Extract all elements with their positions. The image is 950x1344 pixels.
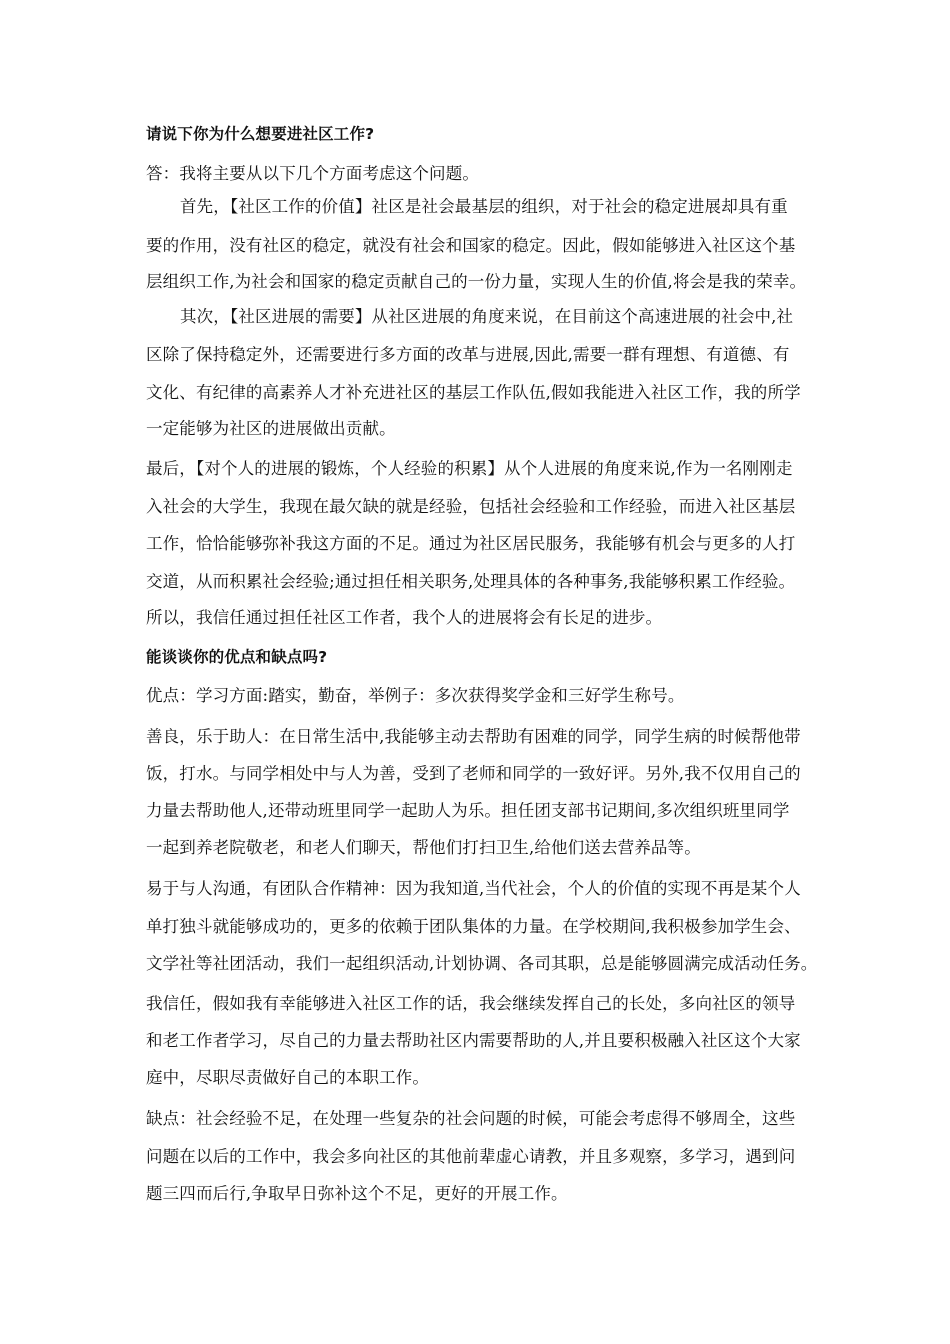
- paragraph-line: 问题在以后的工作中，我会多向社区的其他前辈虚心请教，并且多观察，多学习，遇到问: [146, 1147, 796, 1166]
- paragraph-line: 要的作用，没有社区的稳定，就没有社会和国家的稳定。因此，假如能够进入社区这个基: [146, 236, 796, 255]
- paragraph-line: 一定能够为社区的进展做出贡献。: [146, 419, 396, 438]
- paragraph-line: 其次，【社区进展的需要】从社区进展的角度来说，在目前这个高速进展的社会中,社: [180, 307, 794, 326]
- paragraph-line: 最后，【对个人的进展的锻炼，个人经验的积累】从个人进展的角度来说,作为一名刚刚走: [146, 459, 793, 478]
- paragraph-line: 易于与人沟通，有团队合作精神：因为我知道,当代社会，个人的价值的实现不再是某个人: [146, 879, 801, 898]
- question-heading-why-community: 请说下你为什么想要进社区工作?: [146, 125, 375, 143]
- paragraph-line: 入社会的大学生，我现在最欠缺的就是经验，包括社会经验和工作经验，而进入社区基层: [146, 497, 796, 516]
- paragraph-line: 缺点：社会经验不足，在处理一些复杂的社会问题的时候，可能会考虑得不够周全，这些: [146, 1109, 796, 1128]
- paragraph-line: 优点：学习方面:踏实，勤奋，举例子：多次获得奖学金和三好学生称号。: [146, 686, 685, 705]
- paragraph-line: 层组织工作,为社会和国家的稳定贡献自己的一份力量，实现人生的价值,将会是我的荣幸。: [146, 272, 807, 291]
- question-heading-strengths-weaknesses: 能谈谈你的优点和缺点吗?: [146, 648, 328, 666]
- paragraph-line: 首先，【社区工作的价值】社区是社会最基层的组织，对于社会的稳定进展却具有重: [180, 197, 788, 216]
- paragraph-line: 善良，乐于助人：在日常生活中,我能够主动去帮助有困难的同学，同学生病的时候帮他带: [146, 727, 801, 746]
- paragraph-line: 饭，打水。与同学相处中与人为善，受到了老师和同学的一致好评。另外,我不仅用自己的: [146, 764, 801, 783]
- answer-intro: 答：我将主要从以下几个方面考虑这个问题。: [146, 164, 479, 183]
- paragraph-line: 区除了保持稳定外，还需要进行多方面的改革与进展,因此,需要一群有理想、有道德、有: [146, 345, 790, 364]
- paragraph-line: 力量去帮助他人,还带动班里同学一起助人为乐。担任团支部书记期间,多次组织班里同学: [146, 801, 790, 820]
- paragraph-line: 题三四而后行,争取早日弥补这个不足，更好的开展工作。: [146, 1184, 568, 1203]
- paragraph-line: 和老工作者学习，尽自己的力量去帮助社区内需要帮助的人,并且要积极融入社区这个大家: [146, 1031, 801, 1050]
- paragraph-line: 一起到养老院敬老，和老人们聊天，帮他们打扫卫生,给他们送去营养品等。: [146, 838, 701, 857]
- paragraph-line: 文学社等社团活动，我们一起组织活动,计划协调、各司其职，总是能够圆满完成活动任务。: [146, 954, 818, 973]
- paragraph-line: 交道，从而积累社会经验;通过担任相关职务,处理具体的各种事务,我能够积累工作经验。: [146, 572, 796, 591]
- paragraph-line: 我信任，假如我有幸能够进入社区工作的话，我会继续发挥自己的长处，多向社区的领导: [146, 994, 796, 1013]
- paragraph-line: 庭中，尽职尽责做好自己的本职工作。: [146, 1068, 430, 1087]
- paragraph-line: 文化、有纪律的高素养人才补充进社区的基层工作队伍,假如我能进入社区工作，我的所学: [146, 383, 801, 402]
- paragraph-line: 所以，我信任通过担任社区工作者，我个人的进展将会有长足的进步。: [146, 608, 663, 627]
- paragraph-line: 单打独斗就能够成功的，更多的依赖于团队集体的力量。在学校期间,我积极参加学生会、: [146, 917, 801, 936]
- paragraph-line: 工作，恰恰能够弥补我这方面的不足。通过为社区居民服务，我能够有机会与更多的人打: [146, 534, 796, 553]
